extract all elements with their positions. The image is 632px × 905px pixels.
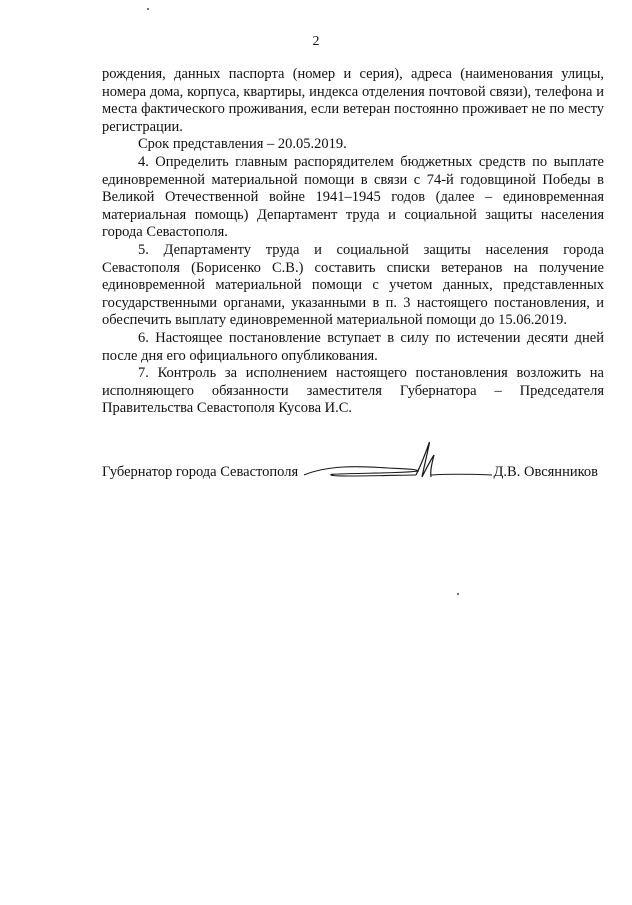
document-body (102, 66, 604, 418)
scan-speck (457, 593, 459, 595)
paragraph-deadline: Срок представления – 20.05.2019. (138, 136, 347, 153)
paragraph-item-5: 5. Департаменту труда и социальной защиты населения города Севастополя (Борисенко С.В.) составить списки ветеранов на получение единовременной материальной помощи с учетом данных, представленных государственными органами, указанными в п. 3 настоящего постановления, и обеспечить выплату единовременной материальной помощи до 15.06.2019. (102, 241, 604, 329)
signature-block (102, 463, 604, 487)
signer-title: Губернатор города Севастополя (102, 464, 299, 480)
page-number: 2 (312, 34, 320, 49)
scan-speck (147, 8, 149, 10)
handwritten-signature (298, 435, 494, 487)
paragraph-item-4: 4. Определить главным распорядителем бюджетных средств по выплате единовременной материальной помощи в связи с 74-й годовщиной Победы в Великой Отечественной войне 1941–1945 годов (далее – единовременная материальная помощь) Департамент труда и социальной защиты населения города Севастополя. (102, 153, 604, 241)
paragraph-item-7: 7. Контроль за исполнением настоящего постановления возложить на исполняющего обязанности заместителя Губернатора – Председателя Правительства Севастополя Кусова И.С. (102, 365, 604, 417)
signer-name: Д.В. Овсянников (493, 464, 598, 480)
paragraph-item-6: 6. Настоящее постановление вступает в силу по истечении десяти дней после дня его официального опубликования. (102, 329, 604, 364)
paragraph-continuation: рождения, данных паспорта (номер и серия), адреса (наименования улицы, номера дома, корпуса, квартиры, индекса отделения почтовой связи), телефона и места фактического проживания, если ветеран постоянно проживает не по месту регистрации. (102, 66, 604, 135)
